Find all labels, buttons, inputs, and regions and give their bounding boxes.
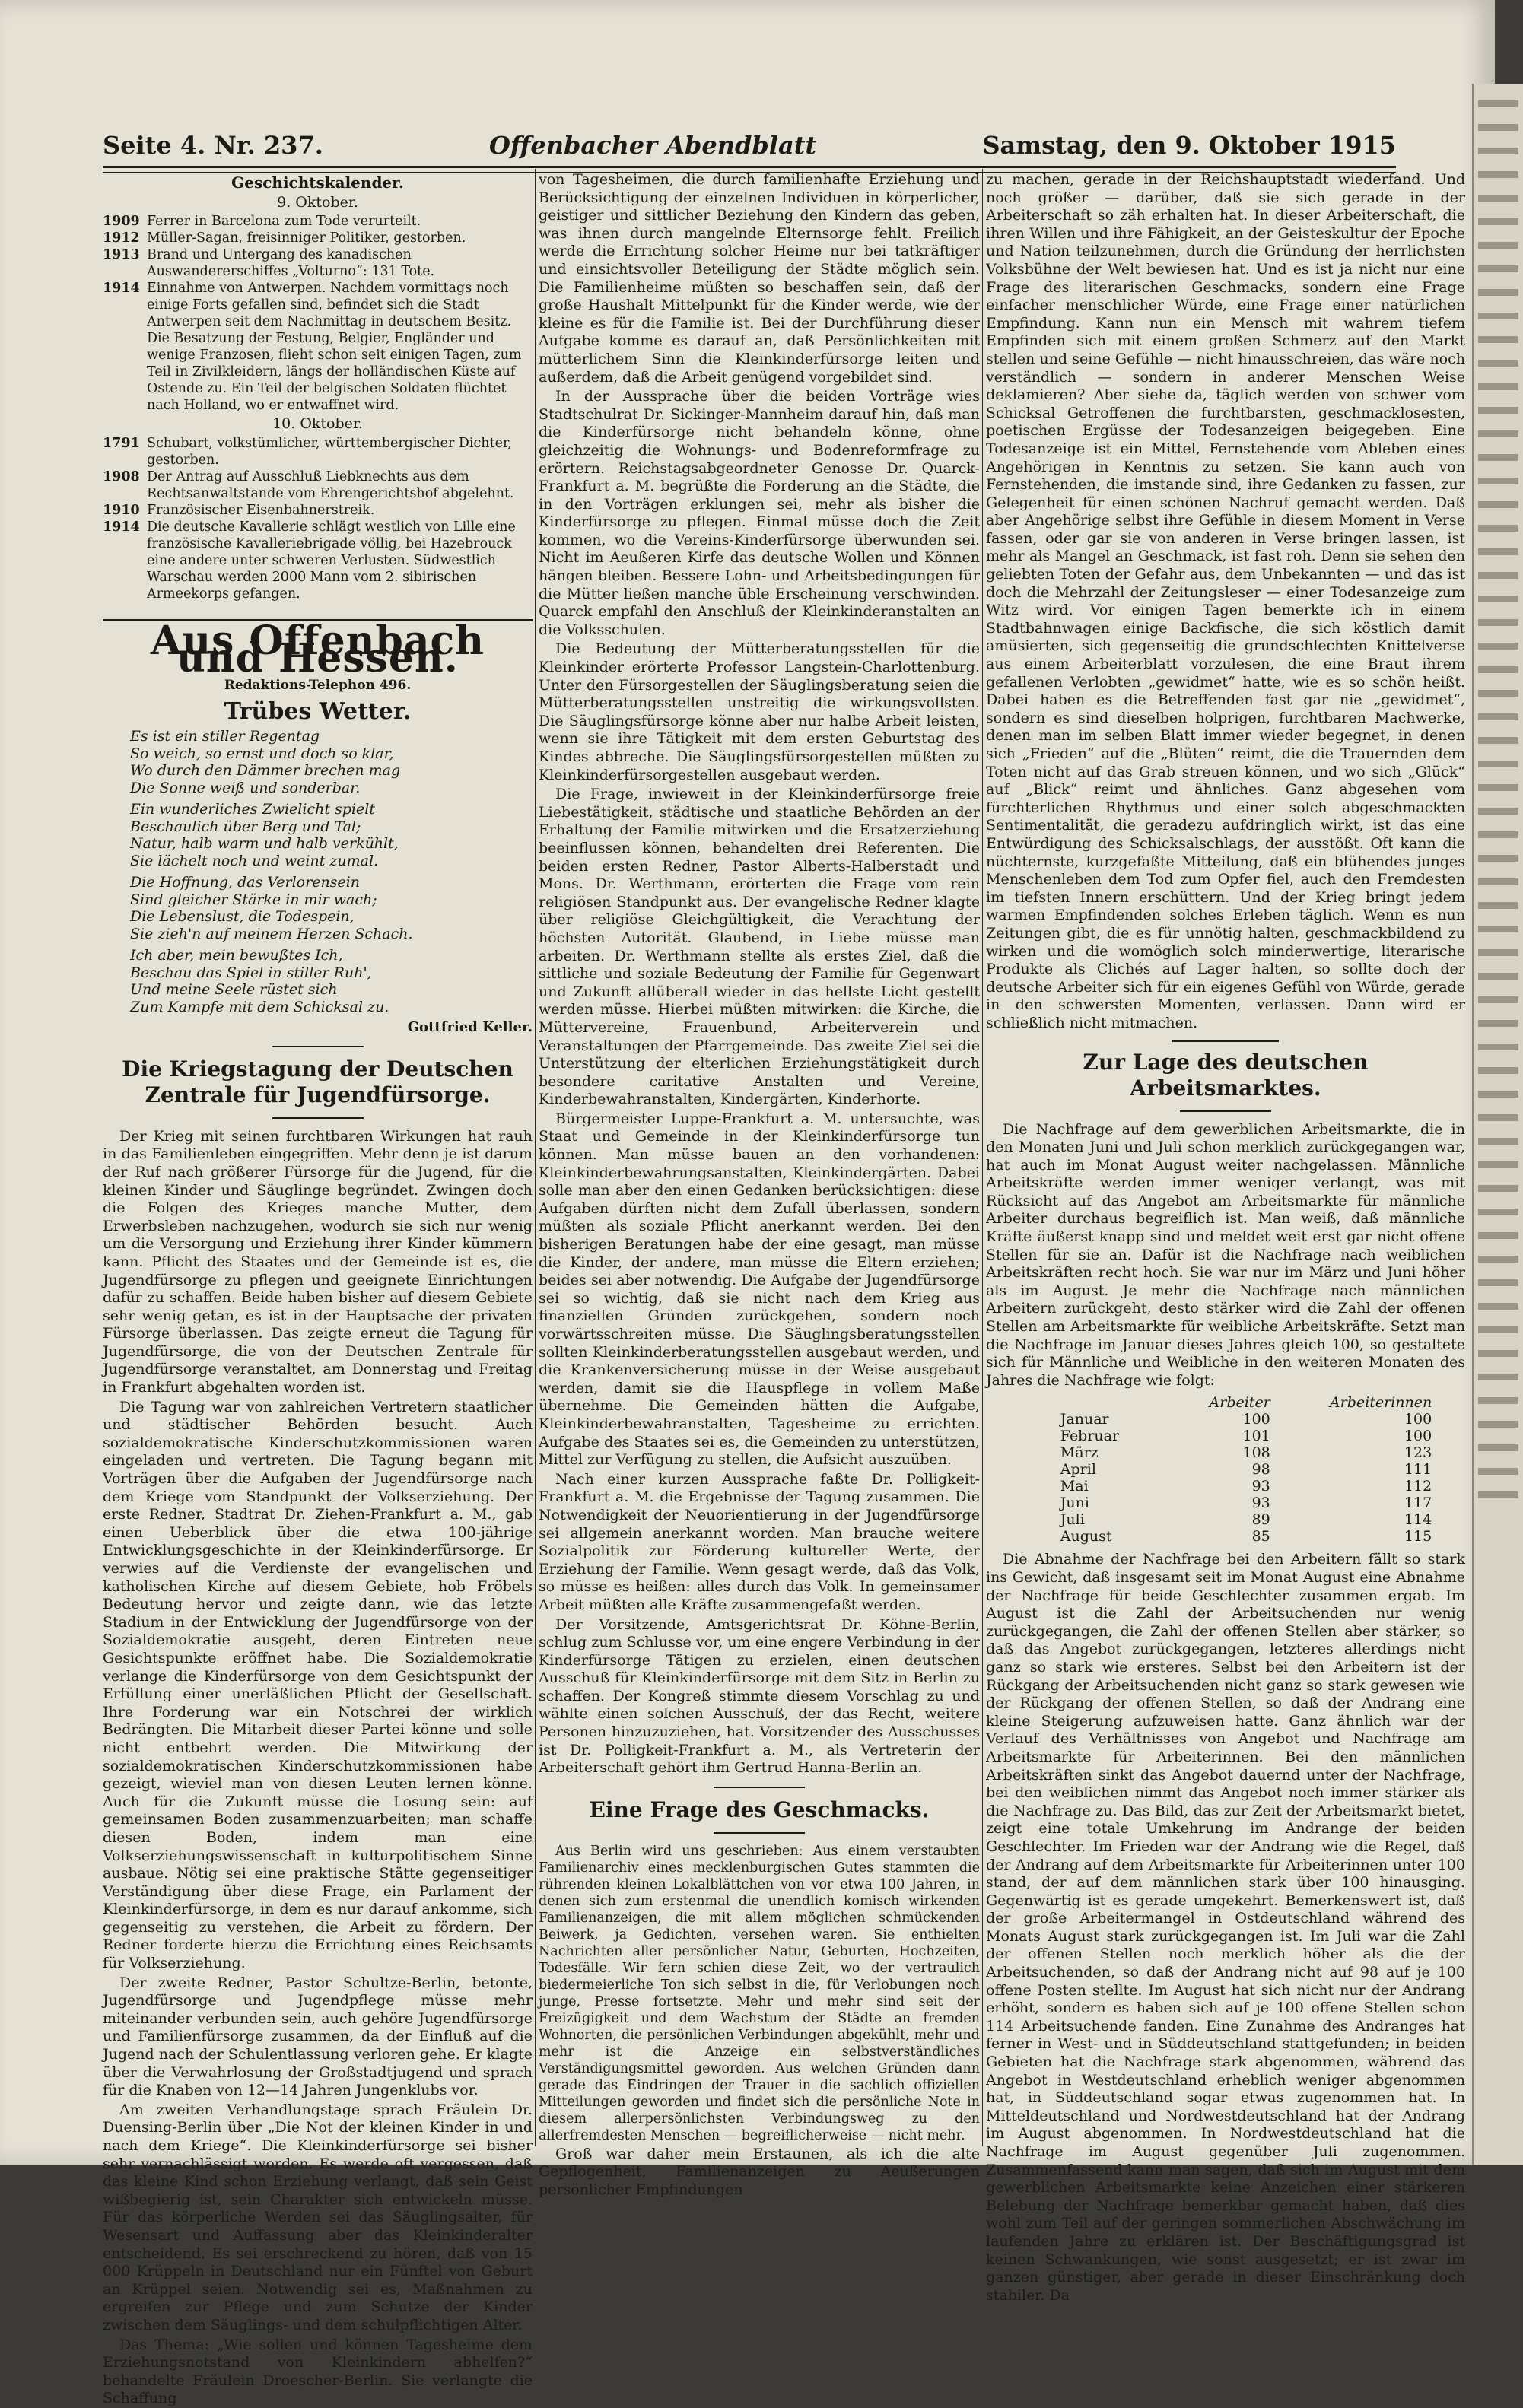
calendar-year: 1913 [103, 247, 140, 263]
poem-line: Beschau das Spiel in stiller Ruh', [130, 964, 372, 981]
paragraph: Die Frage, inwieweit in der Kleinkinderfürsorge freie Liebestätigkeit, städtische und staatliche Behörden an der Erhaltung der Familie mitwirken und die Ersatzerziehung beeinflussen können, behandelten drei Referenten. Die beiden ersten Redner, Pastor Alberts-Halberstadt und Mons. Dr. Werthmann, erörterten die Frage vom rein religiösen Standpunkt aus. Der evangelische Redner klagte über religiöse Gleichgültigkeit, die Verachtung der höchsten Autorität. Glaubend, in Liebe müsse man arbeiten. Dr. Werthmann stellte als erstes Ziel, daß die sittliche und soziale Bedeutung der Familie für Gegenwart und Zukunft allüberall wieder in das hellste Licht gestellt werden müsse. Hierbei müßten mitwirken: die Kirche, die Müttervereine, Frauenbund, Arbeiterverein und Veranstaltungen der Pfarrgemeinde. Das zweite Ziel sei die Unterstützung der elterlichen Erziehungstätigkeit durch besondere caritative Anstalten und Vereine, Kinderbewahranstalten, Kindergärten, Kinderhorte. [539, 786, 980, 1108]
column-2 [539, 171, 980, 2199]
poem-author: Gottfried Keller. [407, 1019, 533, 1036]
table-cell-month: Mai [1060, 1478, 1089, 1495]
table-cell: 108 [1242, 1444, 1270, 1462]
poem-line: Beschaulich über Berg und Tal; [130, 818, 361, 835]
calendar-entry [103, 246, 533, 280]
poem-line: Und meine Seele rüstet sich [130, 981, 338, 999]
calendar-date: 9. Oktober. [277, 193, 358, 211]
calendar-entry [103, 280, 533, 414]
table-cell: 93 [1251, 1478, 1270, 1495]
table-cell: 98 [1251, 1461, 1270, 1479]
divider [272, 1117, 364, 1119]
table-cell: 117 [1404, 1495, 1432, 1512]
column-1 [103, 171, 533, 2407]
paragraph: Die Tagung war von zahlreichen Vertretern staatlicher und städtischer Behörden besucht. Auch sozialdemokratische Kinderschutzkommissionen waren eingeladen und vertreten. Die Tagung begann mit Vorträgen über die Aufgaben der Jugendfürsorge nach dem Kriege vom Standpunkt der Volkserziehung. Der erste Redner, Stadtrat Dr. Ziehen-Frankfurt a. M., gab einen Ueberblick über die etwa 100-jährige Entwicklungsgeschichte in der Kleinkinderfürsorge. Er verwies auf die Verdienste der evangelischen und katholischen Kirche auf diesem Gebiete, hob Fröbels Bedeutung hervor und zeigte dann, wie das letzte Stadium in der Entwicklung der Jugendfürsorge von der Sozialdemokratie ausgeht, deren Eintreten neue Gesichtspunkte eröffnet habe. Die Sozialdemokratie verlange die Kinderfürsorge von dem Gesichtspunkt der Erfüllung einer unerläßlichen Pflicht der Gesellschaft. Ihre Forderung war ein Notschrei der wirklich Bedrängten. Die Mitarbeit dieser Partei könne und solle nicht entbehrt werden. Die Mitwirkung der sozialdemokratischen Kinderschutzkommissionen habe gezeigt, wieviel man von diesen Leuten lernen könne. Auch für die Zukunft müsse die Losung sein: auf gemeinsamen Boden zusammenzuarbeiten; man schaffe diesen Boden, indem man eine Volkserziehungswissenschaft in kulturpolitischem Sinne ausbaue. Nötig sei eine praktische Stätte gegenseitiger Verständigung über diese Frage, ein Parlament der Kleinkinderfürsorge, in dem es nur darauf ankomme, sich gegenseitig zu verstehen, die Arbeit zu fördern. Der Redner forderte hierzu die Errichtung eines Reichsamts für Volkserziehung. [103, 1398, 533, 1972]
paragraph: Groß war daher mein Erstaunen, als ich die alte Gepflogenheit, Familienanzeigen zu Aeußerungen persönlicher Empfindungen [539, 2145, 980, 2199]
table-cell-month: Juni [1060, 1495, 1089, 1512]
table-cell: 114 [1404, 1511, 1432, 1529]
poem-line: Sie zieh'n auf meinem Herzen Schach. [130, 925, 413, 942]
calendar-text: Schubart, volkstümlicher, württembergischer Dichter, gestorben. [147, 435, 512, 468]
header-masthead: Offenbacher Abendblatt [489, 131, 817, 160]
poem-line: Zum Kampfe mit dem Schicksal zu. [130, 998, 389, 1015]
divider [1180, 1110, 1271, 1112]
divider [1172, 1040, 1279, 1042]
poem-line: Die Hoffnung, das Verlorensein [130, 874, 360, 891]
poem-line: Sind gleicher Stärke in mir wach; [130, 891, 377, 908]
divider [272, 1046, 364, 1047]
calendar-year: 1914 [103, 519, 140, 535]
calendar-title: Geschichtskalender. [231, 173, 404, 192]
calendar-year: 1791 [103, 435, 140, 451]
poem-line: Sie lächelt noch und weint zumal. [130, 852, 379, 869]
paragraph: Der Vorsitzende, Amtsgerichtsrat Dr. Köhne-Berlin, schlug zum Schlusse vor, um eine engere Verbindung in der Kinderfürsorge Tätigen zu erzielen, einen deutschen Ausschuß für Kleinkinderfürsorge mit dem Sitz in Berlin zu schaffen. Der Kongreß stimmte diesem Vorschlag zu und wählte einen solchen Ausschuß, der das Recht, weitere Personen hinzuzuziehen, hat. Vorsitzender des Ausschusses ist Dr. Polligkeit-Frankfurt a. M., als Vertreterin der Arbeiterschaft gehört ihm Gertrud Hanna-Berlin an. [539, 1615, 980, 1777]
calendar-text: Einnahme von Antwerpen. Nachdem vormittags noch einige Forts gefallen sind, befindet sich die Stadt Antwerpen seit dem Nachmittag in deutschem Besitz. Die Besatzung der Festung, Belgier, Engländer und wenige Franzosen, flieht schon seit einigen Tagen, zum Teil in Zivilkleidern, längs der holländischen Küste auf Ostende zu. Ein Teil der belgischen Soldaten flüchtet nach Holland, wo er entwaffnet wird. [147, 281, 522, 414]
demand-table [1015, 1394, 1436, 1545]
poem-line: Es ist ein stiller Regentag [130, 728, 320, 745]
section-title: Aus Offenbach und Hessen. [103, 619, 533, 668]
paragraph: Bürgermeister Luppe-Frankfurt a. M. untersuchte, was Staat und Gemeinde in der Kleinkinderfürsorge tun können. Man müsse bauen an den vorhandenen: Kleinkinderbewahrungsanstalten, Kleinkindergärten. Dabei solle man aber den einen Gedanken berücksichtigen: diese Aufgaben dürften nicht dem Zufall überlassen, sondern müßten als soziale Pflicht anerkannt werden. Bei den bisherigen Beratungen habe der eine gesagt, man müsse die Kinder, der andere, man müsse die Eltern erziehen; beides sei aber notwendig. Die Aufgabe der Jugendfürsorge sei so wichtig, daß sie nicht nach dem Krieg aus finanziellen Gründen zurückgehen, sondern noch vorwärtsschreiten müsse. Die Säuglingsberatungsstellen sollten Kleinkinderberatungsstellen ausgebaut werden, und die Krankenversicherung müsse in der Weise ausgebaut werden, damit sie die Hauspflege in vollem Maße übernehme. Die Gemeinden hätten die Aufgabe, Kleinkinderbewahranstalten, Tagesheime zu errichten. Aufgabe des Staates sei es, die Gemeinden zu unterstützen, Mittel zur Verfügung zu stellen, die Aufsicht auszuüben. [539, 1110, 980, 1469]
table-cell-month: April [1060, 1461, 1096, 1479]
calendar-year: 1908 [103, 469, 140, 484]
page-header [103, 114, 1396, 160]
paragraph: Die Bedeutung der Mütterberatungsstellen für die Kleinkinder erörterte Professor Langstein-Charlottenburg. Unter den Fürsorgestellen der Säuglingsberatung seien die Mütterberatungsstellen unstreitig die wirkungsvollsten. Die Säuglingsfürsorge könne aber nur halbe Arbeit leisten, wenn sie ihre Tätigkeit mit dem ersten Geburtstag des Kindes abbreche. Die Säuglingsfürsorgestellen müßten zu Kleinkinderfürsorgestellen ausgebaut werden. [539, 640, 980, 783]
table-row [1015, 1528, 1436, 1545]
divider [714, 1787, 805, 1788]
calendar-text: Der Antrag auf Ausschluß Liebknechts aus dem Rechtsanwaltstande vom Ehrengerichtshof abgelehnt. [147, 469, 514, 501]
table-header: Arbeiterinnen [1329, 1394, 1432, 1412]
paragraph: Der zweite Redner, Pastor Schultze-Berlin, betonte, Jugendfürsorge und Jugendpflege müsse mehr miteinander verbunden sein, auch gehöre Jugendfürsorge und Familienfürsorge zusammen, da der Einfluß auf die Jugend nach der Schulentlassung verloren gehe. Er klagte über die Verwahrlosung der Großstadtjugend und sprach für die Knaben von 12—14 Jahren Jungenklubs vor. [103, 1974, 533, 2099]
poem-line: Wo durch den Dämmer brechen mag [130, 762, 401, 780]
paragraph: Die Abnahme der Nachfrage bei den Arbeitern fällt so stark ins Gewicht, daß insgesamt seit im Monat August eine Abnahme der Nachfrage für beide Geschlechter zusammen ergab. Im August ist die Zahl der Arbeitsuchenden nur wenig zurückgegangen, die Zahl der offenen Stellen aber stärker, so daß das Angebot zurückgegangen, letzteres allerdings nicht ganz so stark wie ersteres. Selbst bei den Arbeitern ist der Rückgang der Arbeitsuchenden nicht ganz so stark gewesen wie der Rückgang der offenen Stellen, so daß der Andrang eine kleine Steigerung aufzuweisen hatte. Ganz ähnlich war der Verlauf des Verhältnisses von Angebot und Nachfrage am Arbeitsmarkte für Arbeiterinnen. Bei den männlichen Arbeitskräften sinkt das Angebot dauernd unter der Nachfrage, bei den weiblichen nimmt das Angebot noch immer stärker als die Nachfrage zu. Das Bild, das zur Zeit der Arbeitsmarkt bietet, zeigt eine totale Umkehrung im Andrange der beiden Geschlechter. Im Frieden war der Andrang wie die Regel, daß der Andrang auf dem Arbeitsmarkte für Arbeiterinnen unter 100 stand, der auf dem männlichen stark über 100 hinausging. Gegenwärtig ist es gerade umgekehrt. Bemerkenswert ist, daß der große Arbeitermangel in Ostdeutschland während des Monats August stark zurückgegangen ist. Im Juli war die Zahl der offenen Stellen noch merklich höher als die der Arbeitsuchenden, so daß der Andrang nicht auf 98 auf je 100 offene Posten stellte. Im August hat sich nicht nur der Andrang erhöht, sondern es haben sich auf je 100 offene Stellen schon 114 Arbeitsuchende fanden. Eine Zunahme des Andranges hat ferner in West- und in Süddeutschland stattgefunden; in beiden Gebieten hat die Nachfrage stark abgenommen, während das Angebot in Westdeutschland erheblich weniger abgenommen hat, in Süddeutschland sogar etwas zugenommen hat. In Mitteldeutschland und Nordwestdeutschland hat der Andrang im August abgenommen. In Nordwestdeutschland hat die Nachfrage im August gegenüber Juli zugenommen. Zusammenfassend kann man sagen, daß sich im August mit dem gewerblichen Arbeitsmarkte keine Anzeichen einer stärkeren Belebung der Nachfrage bemerkbar gemacht haben, daß dies wohl zum Teil auf der geringen sommerlichen Abschwächung im laufenden Jahre zu erklären ist. Der Beschäftigungsgrad ist keinen Schwankungen, wie sonst ausgesetzt; er ist zwar im ganzen günstiger, aber gerade in dieser Einschränkung doch stabiler. Da [986, 1551, 1465, 2304]
paragraph: Nach einer kurzen Aussprache faßte Dr. Polligkeit-Frankfurt a. M. die Ergebnisse der Tagung zusammen. Die Notwendigkeit der Neuorientierung in der Jugendfürsorge sei allgemein anerkannt worden. Man brauche weitere Sozialpolitik zur Förderung kultureller Werte, der Erziehung der Familie. Wenn gesagt werde, daß das Volk, so müsse es heißen: alles durch das Volk. In gemeinsamer Arbeit müßten alle Kräfte zusammengefaßt werden. [539, 1470, 980, 1613]
table-cell: 101 [1242, 1428, 1270, 1445]
poem-line: So weich, so ernst und doch so klar, [130, 745, 394, 762]
table-cell: 123 [1404, 1444, 1432, 1462]
calendar-text: Französischer Eisenbahnerstreik. [147, 502, 375, 518]
poem-title: Trübes Wetter. [224, 697, 412, 725]
calendar-year: 1910 [103, 502, 140, 518]
paragraph: In der Aussprache über die beiden Vorträge wies Stadtschulrat Dr. Sickinger-Mannheim darauf hin, daß man die Kinderfürsorge nicht behandeln könne, ohne gleichzeitig die Wohnungs- und Bodenreformfrage zu erörtern. Reichstagsabgeordneter Genosse Dr. Quarck-Frankfurt a. M. begrüßte die Forderung an die Städte, die in den Vorträgen erklungen sei, mehr als bisher die Kinderfürsorge zu pflegen. Einmal müsse doch die Zeit kommen, wo die Vereins-Kinderfürsorge überwunden sei. Nicht im Aeußeren Kirfe das deutsche Wollen und Können hängen bleiben. Bessere Lohn- und Arbeitsbedingungen für die Mütter ließen manche üble Erscheinung verschwinden. Quarck empfahl den Anschluß der Kleinkinderanstalten an die Volksschulen. [539, 388, 980, 638]
table-header: Arbeiter [1209, 1394, 1270, 1412]
paragraph: Der Krieg mit seinen furchtbaren Wirkungen hat rauh in das Familienleben eingegriffen. Mehr denn je ist darum der Ruf nach größerer Fürsorge für die Jugend, für die kleinen Kinder und Säuglinge begründet. Zwingen doch die Folgen des Krieges manche Mutter, dem Erwerbsleben nachzugehen, wodurch sie sich nur wenig um die Versorgung und Erziehung ihrer Kinder kümmern kann. Pflicht des Staates und der Gemeinde ist es, die Jugendfürsorge zu pflegen und geeignete Einrichtungen dafür zu schaffen. Beide haben bisher auf diesem Gebiete sehr wenig getan, es ist in der Hauptsache der privaten Fürsorge überlassen. Das zeigte erneut die Tagung für Jugendfürsorge, die von der Deutschen Zentrale für Jugendfürsorge veranstaltet, am Donnerstag und Freitag in Frankfurt abgehalten worden ist. [103, 1127, 533, 1396]
table-row [1015, 1428, 1436, 1444]
table-cell-month: Juli [1060, 1511, 1085, 1529]
table-row [1015, 1461, 1436, 1478]
paragraph: Das Thema: „Wie sollen und können Tagesheime dem Erziehungsnotstand von Kleinkindern abhelfen?“ behandelte Fräulein Droescher-Berlin. Sie verlangte die Schaffung [103, 2336, 533, 2407]
calendar-date: 10. Oktober. [272, 415, 363, 433]
calendar-entry [103, 502, 533, 519]
paragraph: Am zweiten Verhandlungstage sprach Fräulein Dr. Duensing-Berlin über „Die Not der kleinen Kinder in und nach dem Kriege“. Die Kleinkinderfürsorge sei bisher sehr vernachlässigt worden. Es werde oft vergessen, daß das kleine Kind schon Erziehung verlangt, daß sein Geist wißbegierig ist, sein Charakter sich entwickeln müsse. Für das körperliche Werden sei das Säuglingsalter, für Wesensart und Auffassung aber das Kleinkinderalter entscheidend. Es sei erschreckend zu hören, daß von 15 000 Krüppeln in Deutschland nur ein Fünftel von Geburt an Krüppel seien. Notwendig sei es, Maßnahmen zu ergreifen zur Pflege und zum Schutze der Kinder zwischen dem Säuglings- und dem schulpflichtigen Alter. [103, 2101, 533, 2333]
table-cell-month: Januar [1060, 1411, 1109, 1428]
paragraph: Die Nachfrage auf dem gewerblichen Arbeitsmarkte, die in den Monaten Juni und Juli schon merklich zurückgegangen war, hat auch im Monat August weiter nachgelassen. Männliche Arbeitskräfte werden immer weniger verlangt, was mit Rücksicht auf das Angebot am Arbeitsmarkte für männliche Arbeiter durchaus begreiflich ist. Man weiß, daß männliche Kräfte äußerst knapp sind und meldet weit erst gar nicht offene Stellen für sie an. Dafür ist die Nachfrage nach weiblichen Arbeitskräften recht hoch. Sie war nur im März und Juni höher als im August. Je mehr die Nachfrage nach männlichen Arbeitern zurückgeht, desto stärker wird die Zahl der offenen Stellen am Arbeitsmarkte für weibliche Arbeitskräfte. Setzt man die Nachfrage im Januar dieses Jahres gleich 100, so gestaltete sich für Männliche und Weibliche in den weiteren Monaten des Jahres die Nachfrage wie folgt: [986, 1120, 1465, 1389]
table-cell: 115 [1404, 1528, 1432, 1546]
article-title: Eine Frage des Geschmacks. [589, 1796, 930, 1822]
poem-line: Natur, halb warm und halb verkühlt, [130, 835, 399, 853]
calendar-entry [103, 469, 533, 502]
article-title: Die Kriegstagung der Deutschen Zentrale für Jugendfürsorge. [122, 1056, 513, 1107]
header-page-number: Seite 4. Nr. 237. [103, 131, 323, 160]
header-date: Samstag, den 9. Oktober 1915 [982, 131, 1396, 160]
paragraph: Aus Berlin wird uns geschrieben: Aus einem verstaubten Familienarchiv eines mecklenburgischen Gutes stammten die rührenden kleinen Lokalblättchen von vor etwa 100 Jahren, in denen sich zum erstenmal die unendlich komisch wirkenden Familienanzeigen, die mit allem möglichen schmückenden Beiwerk, ja Gedichten, versehen waren. Sie enthielten Nachrichten aller persönlicher Natur, Geburten, Hochzeiten, Todesfälle. Wir fern schien diese Zeit, wo der vertraulich biedermeierliche Ton sich selbst in die, für Verlobungen noch junge, Presse fortsetzte. Mehr und mehr sind seit der Freizügigkeit und dem Wachstum der Städte an fremden Wohnorten, die persönlichen Verbindungen abgekühlt, mehr und mehr ist die Anzeige ein selbstverständliches Verständigungsmittel geworden. Aus welchen Gründen dann gerade das Eindringen der Trauer in die sachlich offiziellen Mitteilungen geworden und findet sich die persönliche Note in diesem allerpersönlichsten Verbindungsweg zu den allerfremdesten Menschen — begreiflicherweise — nicht mehr. [539, 1843, 980, 2143]
calendar-text: Brand und Untergang des kanadischen Auswandererschiffes „Volturno“: 131 Tote. [147, 247, 435, 280]
poem [103, 728, 533, 1015]
adjacent-page-edge [1472, 84, 1523, 2165]
table-cell-month: März [1060, 1444, 1099, 1462]
calendar-entry [103, 519, 533, 602]
calendar-entry [103, 213, 533, 230]
paragraph: von Tagesheimen, die durch familienhafte Erziehung und Berücksichtigung der einzelnen Individuen in körperlicher, geistiger und sittlicher Beziehung den Kindern das geben, was ihnen durch mangelnde Elternsorge fehlt. Freilich werde die Errichtung solcher Heime nur bei tatkräftiger und einsichtsvoller Beteiligung der Städte möglich sein. Die Familienheime müßten so beschaffen sein, daß der große Haushalt Mittelpunkt für die Kinder werde, wie der kleine es für die Familie ist. Bei der Durchführung dieser Aufgabe komme es darauf an, daß Persönlichkeiten mit mütterlichem Sinn die Kleinkinderfürsorge leiten und außerdem, daß die Arbeit genügend vorgebildet sind. [539, 171, 980, 386]
table-cell: 100 [1242, 1411, 1270, 1428]
article-title: Zur Lage des deutschen Arbeitsmarktes. [1083, 1049, 1369, 1101]
table-cell: 100 [1404, 1411, 1432, 1428]
calendar-text: Müller-Sagan, freisinniger Politiker, gestorben. [147, 230, 466, 246]
table-row [1015, 1444, 1436, 1461]
calendar-year: 1909 [103, 214, 140, 230]
table-header-row [1015, 1394, 1436, 1411]
table-row [1015, 1478, 1436, 1495]
table-cell: 100 [1404, 1428, 1432, 1445]
poem-line: Die Lebenslust, die Todespein, [130, 908, 355, 926]
table-cell: 85 [1251, 1528, 1270, 1546]
poem-line: Ich aber, mein bewußtes Ich, [130, 947, 343, 964]
table-cell-month: Februar [1060, 1428, 1120, 1445]
table-cell: 93 [1251, 1495, 1270, 1512]
table-cell: 112 [1404, 1478, 1432, 1495]
poem-line: Die Sonne weiß und sonderbar. [130, 779, 361, 796]
poem-line: Ein wunderliches Zwielicht spielt [130, 801, 375, 818]
divider [714, 1832, 805, 1834]
column-rule [535, 169, 536, 2146]
calendar-text: Ferrer in Barcelona zum Tode verurteilt. [147, 214, 421, 230]
calendar-year: 1914 [103, 281, 140, 297]
paragraph: zu machen, gerade in der Reichshauptstadt wiederfand. Und noch größer — darüber, daß sie sich gerade in der Arbeiterschaft so zäh erhalten hat. In dieser Arbeiterschaft, die ihren Willen und ihre Fähigkeit, an der Geisteskultur der Epoche und Nation teilzunehmen, durch die Gründung der herrlichsten Volksbühne der Welt bewiesen hat. Und es ist ja nicht nur eine Frage des literarischen Geschmacks, sondern eine Frage einfacher menschlicher Würde, eine Frage einer natürlichen Empfindung. Kann nun ein Mensch mit wahrem tiefem Empfinden sich mit einem großen Schmerz auf den Markt stellen und seine Gefühle — nicht hinausschreien, das wäre noch verständlich — sondern in anderer Menschen Weise deklamieren? Aber siehe da, täglich werden von schwer vom Schicksal Getroffenen die furchtbarsten, geschmacklosesten, poetischen Ergüsse der Todesanzeigen beigegeben. Eine Todesanzeige ist ein Mittel, Fernstehende vom Ableben eines Angehörigen in Kenntnis zu setzen. Sie kann auch von Fernstehenden, die imstande sind, ihre Gedanken zu fassen, zur Gelegenheit für einen schönen Nachruf gemacht werden. Daß aber Angehörige selbst ihre Gefühle in diesem Moment in Verse fassen, oder gar sie von anderen in Verse bringen lassen, ist mehr als Mangel an Geschmack, ist fast roh. Denn sie sehen den geliebten Toten der Gefahr aus, dem Unbekannten — und das ist doch die Mehrzahl der Zeitungsleser — einer Todesanzeige zum Witz wird. Vor einigen Tagen bemerkte ich in einem Stadtbahnwagen einige Backfische, die sich köstlich damit amüsierten, sich gegenseitig die grundschlechten Knittelverse aus einem Arbeiterblatt vorzulesen, die eine Braut ihrem gefallenen Verlobten „gewidmet“ hatte, wie es so schön heißt. Dabei haben es die Betreffenden fast gar nie „gewidmet“, sondern es sind dieselben holprigen, furchtbaren Machwerke, denen man im selben Blatt immer wieder begegnet, in denen sich „Frieden“ auf die „Blüten“ reimt, die die Trauernden dem Toten nicht auf das Grab streuen können, und wo sich „Glück“ auf „Blick“ reimt und ähnliches. Ganz abgesehen vom fürchterlichen Rhythmus und einer solch abgeschmackten Sentimentalität, die geradezu aufdringlich wirkt, ist das eine Entwürdigung des Schicksalschlags, der ausstößt. Oft kann die nüchternste, kurzgefaßte Mitteilung, daß ein blühendes junges Menschenleben dem Tod zum Opfer fiel, auch den Fremdesten im tiefsten Innern erschüttern. Und der Krieg bringt jedem warmen Empfindenden solches Erleben täglich. Wenn es nun Zeitungen gibt, die es für unnötig halten, geschmackbildend zu wirken und die womöglich solch minderwertige, literarische Produkte als Clichés auf Lager halten, so sollte doch der deutsche Arbeiter sich für ein eigenes Gefühl von Würde, gerade in den schwersten Momenten, verlassen. Dann wird er schließlich nicht mitmachen. [986, 171, 1465, 1031]
calendar-year: 1912 [103, 230, 140, 246]
column-rule [982, 169, 983, 2146]
column-3 [986, 171, 1465, 2304]
calendar-text: Die deutsche Kavallerie schlägt westlich von Lille eine französische Kavalleriebrigade völlig, bei Hazebrouck eine andere unter schweren Verlusten. Südwestlich Warschau werden 2000 Mann vom 2. sibirischen Armeekorps gefangen. [147, 519, 516, 602]
table-row [1015, 1411, 1436, 1428]
table-cell-month: August [1060, 1528, 1112, 1546]
table-cell: 111 [1404, 1461, 1432, 1479]
redaction-phone: Redaktions-Telephon 496. [224, 677, 412, 693]
calendar-entry [103, 435, 533, 469]
table-cell: 89 [1251, 1511, 1270, 1529]
calendar-entry [103, 230, 533, 246]
table-row [1015, 1495, 1436, 1511]
table-row [1015, 1511, 1436, 1528]
